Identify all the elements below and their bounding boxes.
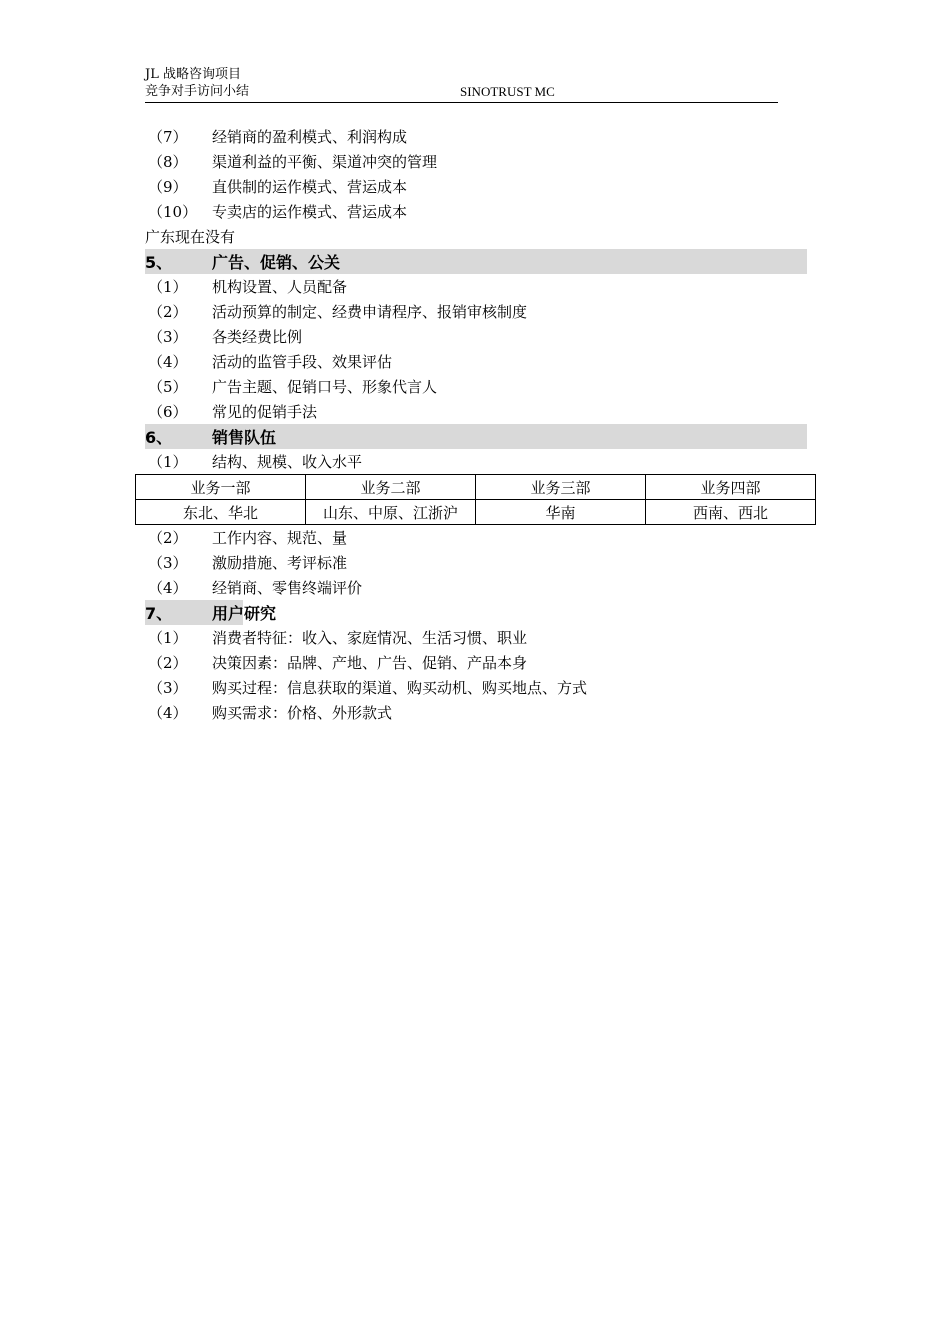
page-header	[145, 66, 778, 103]
item-number: （1）	[148, 278, 188, 296]
list-item	[145, 299, 807, 324]
item-text: 机构设置、人员配备	[212, 278, 348, 296]
item-text: 激励措施、考评标准	[212, 554, 348, 572]
item-text: 专卖店的运作模式、营运成本	[212, 203, 408, 221]
item-text: 直供制的运作模式、营运成本	[212, 178, 408, 196]
list-item	[145, 349, 807, 374]
header-project-title: JL 战略咨询项目	[145, 67, 241, 82]
header-report-title: 竞争对手访问小结	[145, 84, 250, 99]
table-cell: 华南	[476, 500, 646, 525]
item-text: 经销商、零售终端评价	[212, 579, 363, 597]
note-text	[145, 224, 807, 249]
list-item	[145, 174, 807, 199]
section-heading-5	[145, 249, 807, 274]
item-text: 工作内容、规范、量	[212, 529, 348, 547]
list-item	[145, 625, 807, 650]
document-body	[145, 124, 807, 725]
section-heading-7	[145, 600, 807, 625]
table-header-cell: 业务二部	[306, 475, 476, 500]
section-number: 6、	[145, 428, 173, 447]
item-text: 购买过程：信息获取的渠道、购买动机、购买地点、方式	[212, 679, 588, 697]
section-number: 5、	[145, 253, 173, 272]
item-text: 广告主题、促销口号、形象代言人	[212, 378, 438, 396]
list-item	[145, 149, 807, 174]
item-number: （4）	[148, 353, 188, 371]
header-company: SINOTRUST MC	[460, 84, 555, 99]
item-number: （1）	[148, 629, 188, 647]
item-number: （7）	[148, 128, 188, 146]
item-text: 消费者特征：收入、家庭情况、生活习惯、职业	[212, 629, 528, 647]
item-number: （3）	[148, 554, 188, 572]
item-text: 结构、规模、收入水平	[212, 453, 363, 471]
item-number: （1）	[148, 453, 188, 471]
section-number: 7、	[145, 604, 173, 623]
item-number: （10）	[148, 203, 198, 221]
list-item	[145, 124, 807, 149]
list-item	[145, 324, 807, 349]
table-cell: 东北、华北	[136, 500, 306, 525]
item-number: （5）	[148, 378, 188, 396]
section-title: 用户研究	[212, 604, 277, 623]
section-title: 销售队伍	[212, 428, 277, 447]
list-item	[145, 575, 807, 600]
note: 广东现在没有	[145, 228, 236, 246]
item-text: 常见的促销手法	[212, 403, 318, 421]
list-item	[145, 374, 807, 399]
item-text: 渠道利益的平衡、渠道冲突的管理	[212, 153, 438, 171]
item-number: （3）	[148, 679, 188, 697]
list-item	[145, 650, 807, 675]
item-number: （6）	[148, 403, 188, 421]
item-number: （4）	[148, 579, 188, 597]
item-number: （9）	[148, 178, 188, 196]
table-header-cell: 业务四部	[646, 475, 816, 500]
item-number: （2）	[148, 654, 188, 672]
item-text: 活动的监管手段、效果评估	[212, 353, 393, 371]
list-item	[145, 525, 807, 550]
section-title: 广告、促销、公关	[212, 253, 341, 272]
list-item	[145, 199, 807, 224]
item-text: 经销商的盈利模式、利润构成	[212, 128, 408, 146]
sales-team-table	[135, 474, 816, 525]
table-row	[136, 500, 816, 525]
item-text: 购买需求：价格、外形款式	[212, 704, 393, 722]
item-number: （4）	[148, 704, 188, 722]
section-heading-6	[145, 424, 807, 449]
table-cell: 山东、中原、江浙沪	[306, 500, 476, 525]
item-number: （2）	[148, 303, 188, 321]
list-item	[145, 550, 807, 575]
table-header-row	[136, 475, 816, 500]
item-text: 决策因素：品牌、产地、广告、促销、产品本身	[212, 654, 528, 672]
table-cell: 西南、西北	[646, 500, 816, 525]
list-item	[145, 700, 807, 725]
item-number: （2）	[148, 529, 188, 547]
item-number: （3）	[148, 328, 188, 346]
list-item	[145, 449, 807, 474]
item-text: 活动预算的制定、经费申请程序、报销审核制度	[212, 303, 528, 321]
list-item	[145, 675, 807, 700]
list-item	[145, 399, 807, 424]
item-text: 各类经费比例	[212, 328, 303, 346]
table-header-cell: 业务一部	[136, 475, 306, 500]
table-header-cell: 业务三部	[476, 475, 646, 500]
list-item	[145, 274, 807, 299]
item-number: （8）	[148, 153, 188, 171]
